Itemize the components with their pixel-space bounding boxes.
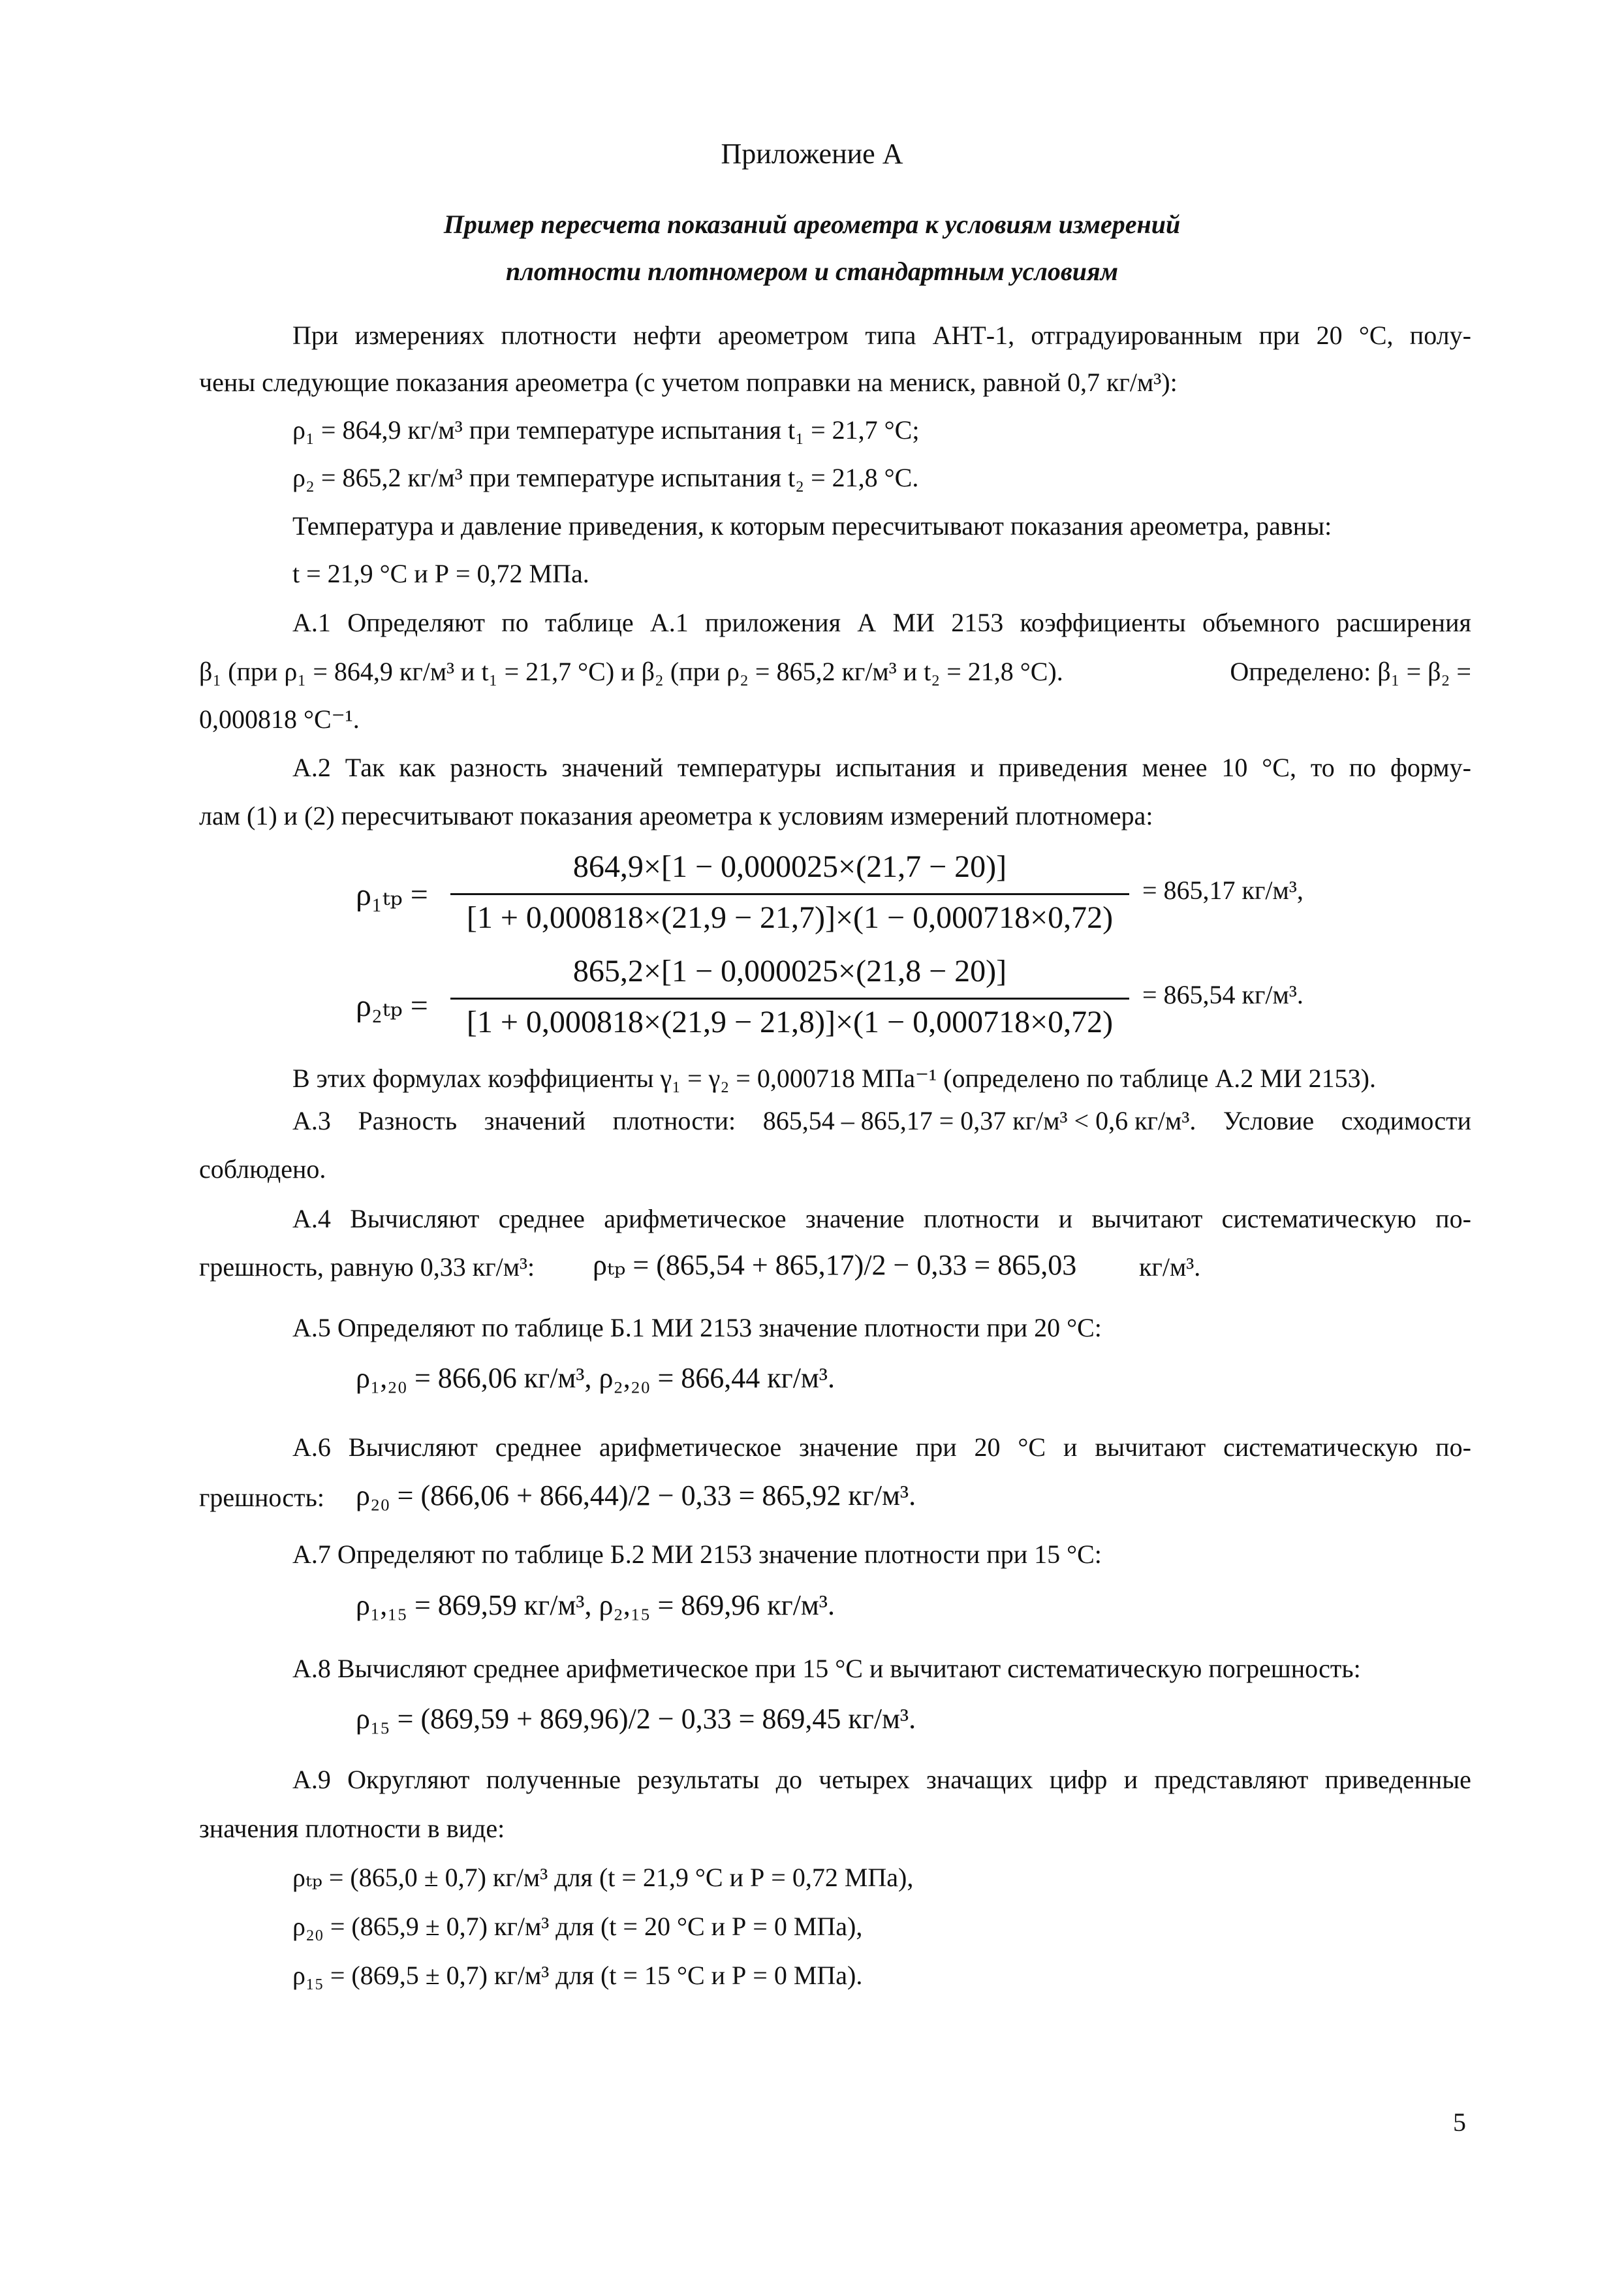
word: 20 [974,1432,1001,1462]
word: вычитают [1095,1432,1206,1462]
word: вычитают [1091,1204,1203,1233]
word: 865,54 – 865,17 = 0,37 кг/м³ < 0,6 кг/м³. [762,1106,1196,1135]
word: таблице [545,608,634,637]
word: АНТ-1, [932,321,1015,350]
word: коэффициенты [1020,608,1186,637]
word: температуры [677,753,822,782]
word: среднее [495,1432,582,1462]
word: ареометром [717,321,849,350]
a7-line: А.7 Определяют по таблице Б.2 МИ 2153 значение плотности при 15 °С: [292,1540,1102,1569]
word: плотности [501,321,617,350]
word: 2153 [951,608,1004,637]
word: до [775,1765,803,1794]
word: значений [561,753,663,782]
temperature-paragraph: Температура и давление приведения, к которым пересчитывают показания ареометра, равны: [292,511,1332,541]
word: отградуированным [1031,321,1243,350]
a6-line-2a: грешность: [199,1483,324,1512]
word: измерениях [354,321,485,350]
word: приведения [998,753,1128,782]
word: МИ [892,608,935,637]
a6-line-1 [292,1432,1471,1463]
word: сходимости [1341,1106,1471,1135]
page-number: 5 [1453,2108,1466,2137]
word: нефти [633,321,702,350]
formula-2-numerator: 865,2×[1 − 0,000025×(21,8 − 20)] [572,954,1007,988]
word: 20 [1316,321,1343,350]
title-line-1: Пример пересчета показаний ареометра к условиям измерений [443,210,1181,239]
formula-2-lhs: ρ₂ₜₚ = [356,988,428,1023]
a2-line-2: лам (1) и (2) пересчитывают показания ареометра к условиям измерений плотномера: [199,801,1153,830]
word: и [1063,1432,1078,1462]
word: как [399,753,436,782]
a8-equation: ρ₁₅ = (869,59 + 869,96)/2 − 0,33 = 869,45 кг/м³. [356,1703,916,1735]
word: и [1123,1765,1138,1794]
word: систематическую [1223,1432,1418,1462]
result-rho-15: ρ₁₅ = (869,5 ± 0,7) кг/м³ для (t = 15 °С и Р = 0 МПа). [292,1961,863,1990]
word: Определяют [347,608,486,637]
a5-equation: ρ₁,₂₀ = 866,06 кг/м³, ρ₂,₂₀ = 866,44 кг/м³. [356,1362,835,1394]
intro-line-2: чены следующие показания ареометра (с учетом поправки на мениск, равной 0,7 кг/м³): [199,368,1178,397]
word: по [1349,753,1377,782]
a4-line-1 [292,1203,1471,1235]
a6-equation: ρ₂₀ = (866,06 + 866,44)/2 − 0,33 = 865,92 кг/м³. [356,1479,916,1511]
a5-line: А.5 Определяют по таблице Б.1 МИ 2153 значение плотности при 20 °С: [292,1313,1102,1342]
word: °С, [1358,321,1394,350]
word: по [501,608,529,637]
word: А.2 [292,753,331,782]
formula-1-lhs: ρ₁ₜₚ = [356,877,428,912]
word: объемного [1202,608,1320,637]
word: и [970,753,984,782]
word: Вычисляют [350,1204,480,1233]
a4-unit: кг/м³. [1139,1252,1201,1282]
word: полученные [486,1765,621,1794]
word: А.1 [292,608,331,637]
word: Так [345,753,385,782]
a4-equation: ρₜₚ = (865,54 + 865,17)/2 − 0,33 = 865,03 [593,1249,1077,1281]
word: менее [1142,753,1208,782]
rho1-line: ρ₁ = 864,9 кг/м³ при температуре испытания t₁ = 21,7 °С; [292,415,920,445]
a3-line-1 [292,1105,1471,1137]
word: арифметическое [604,1204,787,1233]
formula-1-denominator: [1 + 0,000818×(21,9 − 21,7)]×(1 − 0,000718×0,72) [466,900,1114,935]
word: систематическую [1221,1204,1416,1233]
formula-2-denominator: [1 + 0,000818×(21,9 − 21,8)]×(1 − 0,000718×0,72) [466,1005,1114,1039]
word: значащих [926,1765,1033,1794]
word: значение [799,1432,898,1462]
formula-2-fraction-bar [450,998,1129,1000]
a3-line-2: соблюдено. [199,1154,326,1184]
a1-line-3: 0,000818 °С⁻¹. [199,704,360,734]
word: А.6 [292,1432,331,1462]
word: Определено: β₁ = β₂ = [1230,657,1471,686]
word: при [915,1432,957,1462]
a1-line-2 [199,656,1471,687]
word: значение [805,1204,905,1233]
word: А.3 [292,1106,331,1135]
a8-line: А.8 Вычисляют среднее арифметическое при 15 °С и вычитают систематическую погрешность: [292,1654,1361,1683]
result-rho-tp: ρₜₚ = (865,0 ± 0,7) кг/м³ для (t = 21,9 °С и Р = 0,72 МПа), [292,1863,914,1892]
word: четырех [819,1765,910,1794]
word: А.9 [292,1765,331,1794]
word: Разность [358,1106,458,1135]
word: испытания [835,753,956,782]
formula-1-result: = 865,17 кг/м³, [1142,876,1304,905]
formula-2-result: = 865,54 кг/м³. [1142,980,1304,1009]
a4-line-2a: грешность, равную 0,33 кг/м³: [199,1252,535,1282]
a9-line-1 [292,1764,1471,1795]
temperature-values: t = 21,9 °С и Р = 0,72 МПа. [292,559,589,588]
a9-line-2: значения плотности в виде: [199,1814,505,1843]
rho2-line: ρ₂ = 865,2 кг/м³ при температуре испытания t₂ = 21,8 °С. [292,463,919,492]
word: Округляют [347,1765,470,1794]
word: А.4 [292,1204,331,1233]
word: приложения [705,608,841,637]
gamma-line: В этих формулах коэффициенты γ₁ = γ₂ = 0,000718 МПа⁻¹ (определено по таблице А.2 МИ 2153). [292,1064,1376,1093]
word: цифр [1049,1765,1108,1794]
word: результаты [637,1765,760,1794]
word: по- [1435,1432,1471,1462]
word: представляют [1154,1765,1309,1794]
a7-equation: ρ₁,₁₅ = 869,59 кг/м³, ρ₂,₁₅ = 869,96 кг/м³. [356,1589,835,1621]
formula-1-fraction-bar [450,893,1129,895]
word: расширения [1336,608,1471,637]
word: А.1 [649,608,689,637]
a1-line-1 [292,607,1471,639]
word: Условие [1223,1106,1315,1135]
word: по- [1435,1204,1471,1233]
word: Вычисляют [348,1432,478,1462]
word: и [1058,1204,1073,1233]
a2-line-1 [292,752,1471,783]
word: полу- [1409,321,1471,350]
word: то [1310,753,1335,782]
word: 10 [1221,753,1248,782]
word: А [857,608,877,637]
appendix-header: Приложение А [721,138,903,170]
word: при [1258,321,1300,350]
word: форму- [1390,753,1471,782]
word: приведенные [1324,1765,1471,1794]
word: среднее [498,1204,585,1233]
word: °С, [1262,753,1296,782]
word: разность [450,753,548,782]
result-rho-20: ρ₂₀ = (865,9 ± 0,7) кг/м³ для (t = 20 °С и Р = 0 МПа), [292,1912,863,1941]
word: арифметическое [599,1432,782,1462]
word: плотности: [612,1106,736,1135]
word: плотности [923,1204,1040,1233]
formula-1-numerator: 864,9×[1 − 0,000025×(21,7 − 20)] [572,849,1007,884]
title-line-2: плотности плотномером и стандартным условиям [505,257,1119,286]
word: значений [484,1106,586,1135]
word: β₁ (при ρ₁ = 864,9 кг/м³ и t₁ = 21,7 °С) и β₂ (при ρ₂ = 865,2 кг/м³ и t₂ = 21,8 °С). [199,657,1063,686]
intro-line-1 [292,320,1471,351]
word: °С [1018,1432,1046,1462]
word: типа [865,321,916,350]
word: При [292,321,339,350]
